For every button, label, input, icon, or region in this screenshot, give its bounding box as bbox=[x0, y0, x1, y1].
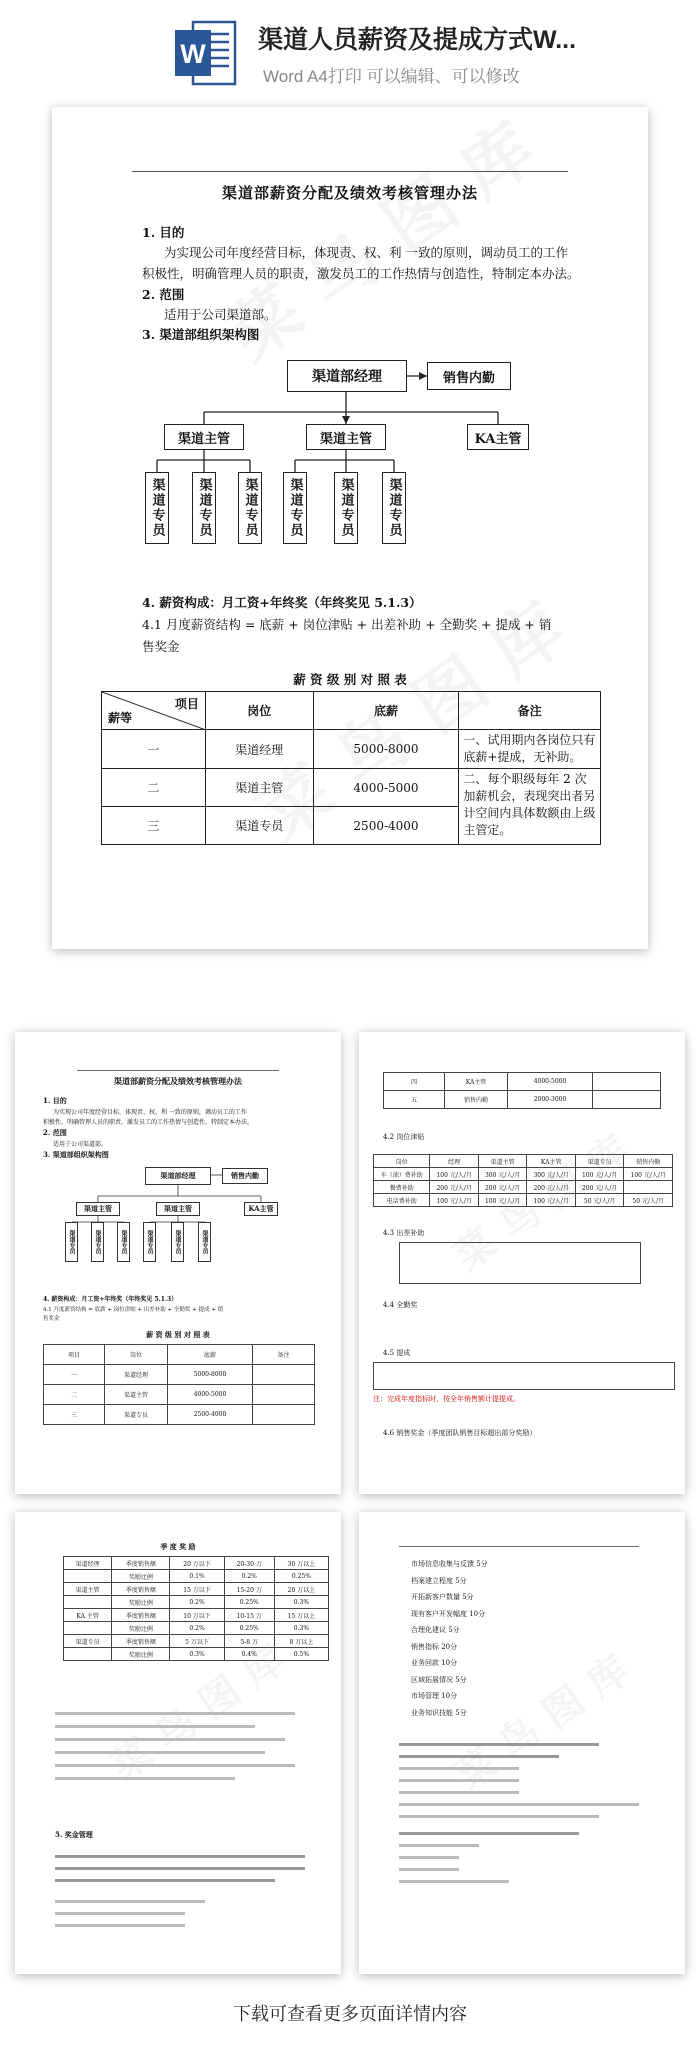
cell: 岗位 bbox=[105, 1345, 168, 1365]
thumb-org-supervisor: 渠道主管 bbox=[76, 1202, 120, 1216]
cell: 0.3% bbox=[170, 1648, 224, 1661]
cell: 奖励比例 bbox=[112, 1570, 170, 1583]
cell: 100 元/人/月 bbox=[527, 1194, 576, 1207]
table-header-row bbox=[102, 692, 601, 730]
thumb-heading: 4.5 提成 bbox=[383, 1349, 411, 1357]
thumb-salary-table bbox=[43, 1344, 315, 1425]
cell: 5000-8000 bbox=[168, 1365, 253, 1385]
section-4-1-text: 售奖金 bbox=[142, 639, 180, 654]
list-item: 合理化建议 5分 bbox=[411, 1626, 460, 1634]
thumb-score-list bbox=[411, 1556, 488, 1721]
org-node-supervisor: 渠道主管 bbox=[164, 424, 244, 450]
list-item: 开拓新客户数量 5分 bbox=[411, 1593, 474, 1601]
thumb-text: 适用于公司渠道部。 bbox=[53, 1141, 108, 1148]
cell: 销售内勤 bbox=[624, 1155, 673, 1168]
position-cell: 渠道主管 bbox=[205, 769, 313, 807]
file-title: 渠道人员薪资及提成方式W... bbox=[258, 26, 577, 54]
cell: 季度销售额 bbox=[112, 1635, 170, 1648]
base-cell: 2500-4000 bbox=[313, 807, 459, 845]
cell: 渠道经理 bbox=[64, 1557, 112, 1570]
cell: KA主管 bbox=[527, 1155, 576, 1168]
thumb-red-note: 注：完成年度指标时，按全年销售额计提提成。 bbox=[373, 1395, 520, 1403]
cell: 0.2% bbox=[170, 1596, 224, 1609]
section-4-heading: 4. 薪资构成：月工资+年终奖（年终奖见 5.1.3） bbox=[142, 595, 422, 610]
cell: 0.25% bbox=[274, 1570, 328, 1583]
list-item: 市场信息收集与反馈 5分 bbox=[411, 1560, 488, 1568]
header-base: 底薪 bbox=[313, 692, 459, 730]
cell: 季度销售额 bbox=[112, 1609, 170, 1622]
thumb-org-ka: KA主管 bbox=[244, 1202, 278, 1216]
cell: 渠道主管 bbox=[478, 1155, 527, 1168]
table-corner-cell bbox=[102, 692, 206, 730]
thumb-text: 为实现公司年度经营目标，体现责、权、利 一致的原则，调动员工的工作 bbox=[53, 1109, 247, 1116]
thumb-text-lines bbox=[399, 1734, 649, 1892]
list-item: 市场管理 10分 bbox=[411, 1692, 458, 1700]
org-chart bbox=[52, 352, 648, 552]
org-node-ka: KA主管 bbox=[467, 424, 529, 450]
thumb-heading: 1. 目的 bbox=[43, 1096, 67, 1105]
cell: 300 元/人/月 bbox=[478, 1168, 527, 1181]
thumb-bonus-title: 季 度 奖 励 bbox=[160, 1542, 196, 1551]
thumb-commission-table bbox=[373, 1362, 675, 1390]
title-rule bbox=[132, 171, 568, 172]
thumb-org-sales-support: 销售内勤 bbox=[222, 1168, 268, 1184]
cell: 0.25% bbox=[224, 1596, 274, 1609]
cell: 渠道专员 bbox=[64, 1635, 112, 1648]
document-page-1 bbox=[52, 107, 648, 949]
cell: 5-8 万 bbox=[224, 1635, 274, 1648]
thumb-allowance-table bbox=[373, 1154, 673, 1207]
org-node-specialist: 渠道专员 bbox=[334, 472, 358, 544]
cell: KA主管 bbox=[445, 1073, 508, 1091]
cell: 渠道经理 bbox=[105, 1365, 168, 1385]
cell: 电话费补助 bbox=[374, 1194, 430, 1207]
cell: 0.1% bbox=[170, 1570, 224, 1583]
position-cell: 渠道专员 bbox=[205, 807, 313, 845]
org-node-sales-support: 销售内勤 bbox=[427, 362, 511, 390]
thumb-table-continued bbox=[383, 1072, 661, 1109]
cell bbox=[64, 1622, 112, 1635]
cell: 300 元/人/月 bbox=[527, 1168, 576, 1181]
thumb-heading: 4.6 销售奖金（季度团队销售目标超出部分奖励） bbox=[383, 1429, 537, 1437]
cell: 100 元/人/月 bbox=[430, 1168, 479, 1181]
footer-more-pages-text[interactable]: 下载可查看更多页面详情内容 bbox=[233, 2004, 467, 2024]
cell: 100 元/人/月 bbox=[430, 1194, 479, 1207]
table-row bbox=[102, 769, 601, 807]
cell: 渠道专员 bbox=[575, 1155, 624, 1168]
cell: 四 bbox=[384, 1073, 445, 1091]
thumb-text-lines bbox=[55, 1846, 305, 1936]
org-node-manager: 渠道部经理 bbox=[287, 360, 407, 392]
cell: 五 bbox=[384, 1091, 445, 1109]
thumb-text: 4.1 月度薪资结构 = 底薪 + 岗位津贴 + 出差补助 + 全勤奖 + 提成 + 销 bbox=[43, 1307, 224, 1313]
note-cell: 一、试用期内各岗位只有底薪+提成，无补助。 bbox=[459, 730, 601, 769]
cell: 0.25% bbox=[224, 1622, 274, 1635]
org-node-supervisor: 渠道主管 bbox=[306, 424, 386, 450]
thumb-org-manager: 渠道部经理 bbox=[145, 1167, 211, 1185]
document-title: 渠道部薪资分配及绩效考核管理办法 bbox=[221, 184, 478, 202]
cell: 0.2% bbox=[170, 1622, 224, 1635]
thumb-heading: 4.4 全勤奖 bbox=[383, 1301, 418, 1309]
header-position: 岗位 bbox=[205, 692, 313, 730]
thumb-text: 积极性，明确管理人员的职责，激发员工的工作热情与创造性，特制定本办法。 bbox=[43, 1119, 254, 1126]
thumb-org-specialist: 渠道专员 bbox=[65, 1222, 78, 1262]
cell: 100 元/人/月 bbox=[624, 1168, 673, 1181]
cell: 20 万以下 bbox=[170, 1557, 224, 1570]
cell: 4000-5000 bbox=[508, 1073, 593, 1091]
cell: 0.4% bbox=[224, 1648, 274, 1661]
cell: KA 主管 bbox=[64, 1609, 112, 1622]
top-rule bbox=[399, 1546, 639, 1547]
cell: 15 万以下 bbox=[170, 1583, 224, 1596]
thumb-heading: 4.2 岗位津贴 bbox=[383, 1133, 425, 1141]
cell: 2000-3000 bbox=[508, 1091, 593, 1109]
thumb-heading: 2. 范围 bbox=[43, 1128, 67, 1137]
thumb-org-specialist: 渠道专员 bbox=[198, 1222, 211, 1262]
grade-cell: 三 bbox=[102, 807, 206, 845]
cell: 15 万以上 bbox=[274, 1609, 328, 1622]
thumb-table-title: 薪 资 级 别 对 照 表 bbox=[146, 1330, 210, 1339]
org-node-specialist: 渠道专员 bbox=[382, 472, 406, 544]
cell: 三 bbox=[44, 1405, 105, 1425]
cell: 15-20 万 bbox=[224, 1583, 274, 1596]
thumb-org-specialist: 渠道专员 bbox=[91, 1222, 104, 1262]
section-3-heading: 3. 渠道部组织架构图 bbox=[142, 327, 260, 342]
cell: 200 元/人/月 bbox=[575, 1181, 624, 1194]
cell: 0.3% bbox=[274, 1596, 328, 1609]
cell: 10-15 万 bbox=[224, 1609, 274, 1622]
cell: 50 元/人/月 bbox=[624, 1194, 673, 1207]
cell: 20 万以上 bbox=[274, 1583, 328, 1596]
corner-label-grade: 薪等 bbox=[108, 711, 133, 725]
thumb-heading: 5. 奖金管理 bbox=[55, 1830, 93, 1839]
cell: 20-30 万 bbox=[224, 1557, 274, 1570]
cell: 2500-4000 bbox=[168, 1405, 253, 1425]
cell: 0.5% bbox=[274, 1648, 328, 1661]
cell: 二 bbox=[44, 1385, 105, 1405]
thumb-text-lines bbox=[55, 1702, 305, 1790]
cell: 季度销售额 bbox=[112, 1583, 170, 1596]
cell: 100 元/人/月 bbox=[575, 1168, 624, 1181]
cell: 底薪 bbox=[168, 1345, 253, 1365]
cell: 50 元/人/月 bbox=[575, 1194, 624, 1207]
list-item: 销售指标 20分 bbox=[411, 1642, 458, 1651]
thumbnail-page-4[interactable] bbox=[359, 1512, 685, 1974]
cell: 一 bbox=[44, 1365, 105, 1385]
section-1-heading: 1. 目的 bbox=[142, 225, 185, 240]
cell: 项目 bbox=[44, 1345, 105, 1365]
note-cell: 二、每个职级每年 2 次加薪机会，表现突出者另计空间内具体数额由上级主管定。 bbox=[459, 769, 601, 845]
thumb-heading: 4.3 出差补助 bbox=[383, 1229, 425, 1237]
table-row bbox=[102, 730, 601, 769]
cell: 200 元/人/月 bbox=[527, 1181, 576, 1194]
cell: 备注 bbox=[253, 1345, 315, 1365]
cell: 餐费补助 bbox=[374, 1181, 430, 1194]
thumb-text: 售奖金 bbox=[43, 1316, 60, 1322]
header-note: 备注 bbox=[459, 692, 601, 730]
header bbox=[0, 0, 700, 95]
cell bbox=[64, 1596, 112, 1609]
cell: 渠道主管 bbox=[105, 1385, 168, 1405]
svg-text:W: W bbox=[180, 39, 206, 69]
position-cell: 渠道经理 bbox=[205, 730, 313, 769]
cell: 0.2% bbox=[224, 1570, 274, 1583]
cell bbox=[64, 1570, 112, 1583]
thumb-org-specialist: 渠道专员 bbox=[171, 1222, 184, 1262]
title-rule bbox=[77, 1070, 279, 1071]
table-title: 薪 资 级 别 对 照 表 bbox=[293, 672, 407, 687]
salary-table bbox=[101, 691, 601, 845]
thumb-bonus-table bbox=[63, 1556, 329, 1661]
corner-label-item: 项目 bbox=[174, 697, 199, 711]
section-1-text: 积极性，明确管理人员的职责，激发员工的工作热情与创造性，特制定本办法。 bbox=[142, 266, 580, 281]
cell: 200 元/人/月 bbox=[430, 1181, 479, 1194]
list-item: 现有客户开发幅度 10分 bbox=[411, 1609, 486, 1618]
grade-cell: 二 bbox=[102, 769, 206, 807]
cell: 200 元/人/月 bbox=[478, 1181, 527, 1194]
cell: 车（油）费补助 bbox=[374, 1168, 430, 1181]
org-node-specialist: 渠道专员 bbox=[145, 472, 169, 544]
org-node-specialist: 渠道专员 bbox=[283, 472, 307, 544]
thumb-travel-table bbox=[399, 1242, 641, 1284]
base-cell: 5000-8000 bbox=[313, 730, 459, 769]
list-item: 业务知识技能 5分 bbox=[411, 1708, 467, 1717]
file-subtitle: Word A4打印 可以编辑、可以修改 bbox=[263, 67, 520, 86]
thumbnail-page-1[interactable] bbox=[15, 1032, 341, 1494]
cell bbox=[64, 1648, 112, 1661]
cell: 岗位 bbox=[374, 1155, 430, 1168]
cell: 8 万以上 bbox=[274, 1635, 328, 1648]
cell: 5 万以下 bbox=[170, 1635, 224, 1648]
cell bbox=[624, 1181, 673, 1194]
thumb-org-supervisor: 渠道主管 bbox=[156, 1202, 200, 1216]
cell: 渠道专员 bbox=[105, 1405, 168, 1425]
list-item: 区域拓展情况 5分 bbox=[411, 1675, 467, 1684]
word-doc-icon bbox=[175, 20, 237, 86]
cell: 10 万以下 bbox=[170, 1609, 224, 1622]
cell: 100 元/人/月 bbox=[478, 1194, 527, 1207]
cell: 奖励比例 bbox=[112, 1648, 170, 1661]
section-1-text: 为实现公司年度经营目标，体现责、权、利 一致的原则，调动员工的工作 bbox=[164, 245, 568, 260]
cell: 渠道主管 bbox=[64, 1583, 112, 1596]
thumb-heading: 4. 薪资构成：月工资+年终奖（年终奖见 5.1.3） bbox=[43, 1296, 178, 1303]
cell: 30 万以上 bbox=[274, 1557, 328, 1570]
grade-cell: 一 bbox=[102, 730, 206, 769]
section-2-text: 适用于公司渠道部。 bbox=[164, 307, 277, 322]
thumb-heading: 3. 渠道部组织架构图 bbox=[43, 1150, 109, 1159]
cell: 奖励比例 bbox=[112, 1622, 170, 1635]
section-4-1-text: 4.1 月度薪资结构 = 底薪 + 岗位津贴 + 出差补助 + 全勤奖 + 提成 + 销 bbox=[142, 617, 552, 632]
thumbnail-page-2[interactable] bbox=[359, 1032, 685, 1494]
cell: 4000-5000 bbox=[168, 1385, 253, 1405]
thumb-org-specialist: 渠道专员 bbox=[143, 1222, 156, 1262]
section-2-heading: 2. 范围 bbox=[142, 287, 185, 302]
cell: 经理 bbox=[430, 1155, 479, 1168]
list-item: 业务回款 10分 bbox=[411, 1659, 458, 1667]
org-node-specialist: 渠道专员 bbox=[238, 472, 262, 544]
thumb-title: 渠道部薪资分配及绩效考核管理办法 bbox=[114, 1076, 242, 1086]
base-cell: 4000-5000 bbox=[313, 769, 459, 807]
cell: 奖励比例 bbox=[112, 1596, 170, 1609]
cell: 销售内勤 bbox=[445, 1091, 508, 1109]
thumb-org-specialist: 渠道专员 bbox=[117, 1222, 130, 1262]
cell: 季度销售额 bbox=[112, 1557, 170, 1570]
list-item: 档案建立程度 5分 bbox=[411, 1576, 467, 1585]
org-node-specialist: 渠道专员 bbox=[192, 472, 216, 544]
thumbnail-page-3[interactable] bbox=[15, 1512, 341, 1974]
cell: 0.3% bbox=[274, 1622, 328, 1635]
